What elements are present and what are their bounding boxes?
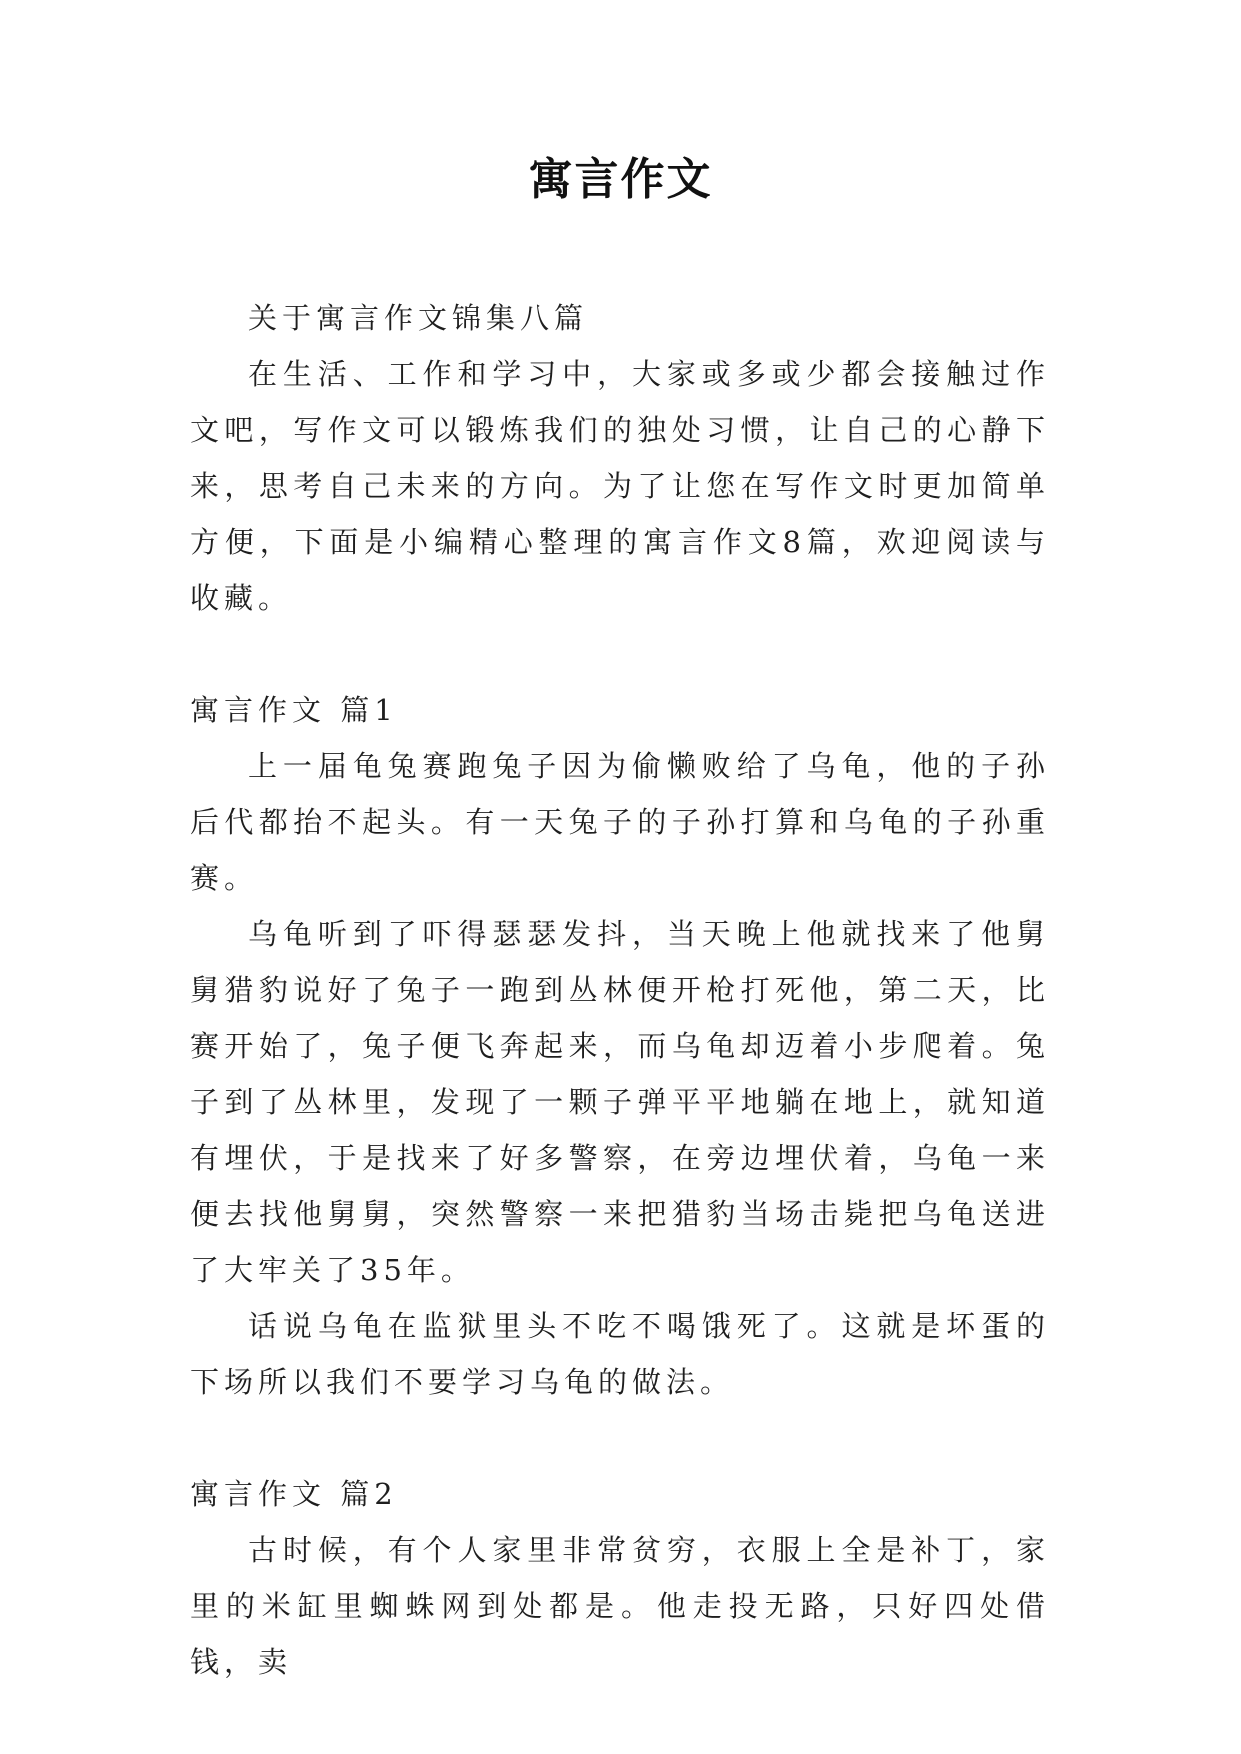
intro-paragraph: 在生活、工作和学习中，大家或多或少都会接触过作文吧，写作文可以锻炼我们的独处习惯，让自己的心静下来，思考自己未来的方向。为了让您在写作文时更加简单方便，下面是小编精心整理的寓言作文8篇，欢迎阅读与收藏。 bbox=[190, 357, 1050, 615]
section-heading-1: 寓言作文 篇1 bbox=[190, 693, 398, 727]
section-spacer bbox=[190, 626, 1050, 682]
section-spacer bbox=[190, 1410, 1050, 1466]
section-1-paragraph-1: 上一届龟兔赛跑兔子因为偷懒败给了乌龟，他的子孙后代都抬不起头。有一天兔子的子孙打算和乌龟的子孙重赛。 bbox=[190, 749, 1050, 895]
section-2-paragraph-1: 古时候，有个人家里非常贫穷，衣服上全是补丁，家里的米缸里蜘蛛网到处都是。他走投无路，只好四处借钱，卖 bbox=[190, 1533, 1050, 1679]
section-1-paragraph-2: 乌龟听到了吓得瑟瑟发抖，当天晚上他就找来了他舅舅猎豹说好了兔子一跑到丛林便开枪打死他，第二天，比赛开始了，兔子便飞奔起来，而乌龟却迈着小步爬着。兔子到了丛林里，发现了一颗子弹平平地躺在地上，就知道有埋伏，于是找来了好多警察，在旁边埋伏着，乌龟一来便去找他舅舅，突然警察一来把猎豹当场击毙把乌龟送进了大牢关了35年。 bbox=[190, 917, 1050, 1287]
intro-subtitle: 关于寓言作文锦集八篇 bbox=[248, 301, 589, 335]
document-body bbox=[190, 290, 1050, 1690]
section-heading-2: 寓言作文 篇2 bbox=[190, 1477, 398, 1511]
section-1-paragraph-3: 话说乌龟在监狱里头不吃不喝饿死了。这就是坏蛋的下场所以我们不要学习乌龟的做法。 bbox=[190, 1309, 1050, 1399]
document-title: 寓言作文 bbox=[528, 154, 713, 205]
